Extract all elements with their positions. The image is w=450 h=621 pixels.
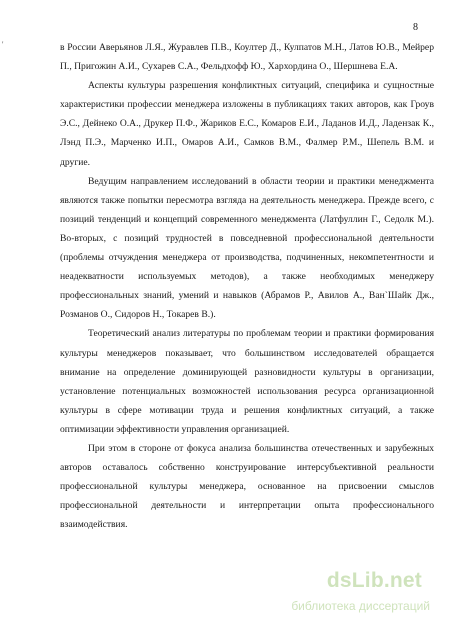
paragraph-2: Аспекты культуры разрешения конфликтных ситуаций, специфика и сущностные характеристики профессии менеджера изложены в публикациях таких авторов, как Гроув Э.С., Дейнеко О.А., Друкер П.Ф., Жариков Е.С., Комаров Е.И., Ладанов И.Д., Ладензак К., Лэнд П.Э., Марченко И.П., Омаров А.И., Самков В.М., Фалмер Р.М., Шепель В.М. и другие. xyxy=(60,80,434,168)
paragraph-5: При этом в стороне от фокуса анализа большинства отечественных и зарубежных авторов оставалось собственно конструирование интерсубъективной реальности профессиональной культуры менеджера, основанное на присвоении смыслов профессиональной деятельности и интерпретации опыта профессионального взаимодействия. xyxy=(60,442,434,531)
paragraph-3: Ведущим направлением исследований в области теории и практики менеджмента являются также попытки пересмотра взгляда на деятельность менеджера. Прежде всего, с позиций тенденций и концепций современного менеджмента (Латфуллин Г., Седолк М.). Во-вторых, с позиций трудностей в повседневной профессиональной деятельности (проблемы отчуждения менеджера от производства, подчиненных, некомпетентности и неадекватности используемых методов), а также необходимых менеджеру профессиональных знаний, умений и навыков (Абрамов Р., Авилов А., Ван`Шайк Дж., Розманов О., Сидоров Н., Токарев В.). xyxy=(60,175,434,321)
document-body xyxy=(60,38,434,534)
watermark-logo: dsLib.net xyxy=(326,569,422,592)
margin-mark: ' xyxy=(2,40,4,49)
paragraph-4: Теоретический анализ литературы по проблемам теории и практики формирования культуры менеджеров показывает, что большинством исследователей обращается внимание на определение доминирующей разновидности культуры в организации, установление потенциальных возможностей использования ресурса организационной культуры в сфере мотивации труда и решения конфликтных ситуаций, а также оптимизации эффективности управления организацией. xyxy=(60,328,434,435)
page-number: 8 xyxy=(413,22,418,33)
watermark xyxy=(280,569,430,613)
watermark-caption: библиотека диссертаций xyxy=(291,599,430,613)
paragraph-1: в России Аверьянов Л.Я., Журавлев П.В., Коултер Д., Кулпатов М.Н., Латов Ю.В., Мейрер П., Пригожин А.И., Сухарев С.А., Фельдхофф Ю., Хархордина О., Шершнева Е.А. xyxy=(60,42,434,73)
